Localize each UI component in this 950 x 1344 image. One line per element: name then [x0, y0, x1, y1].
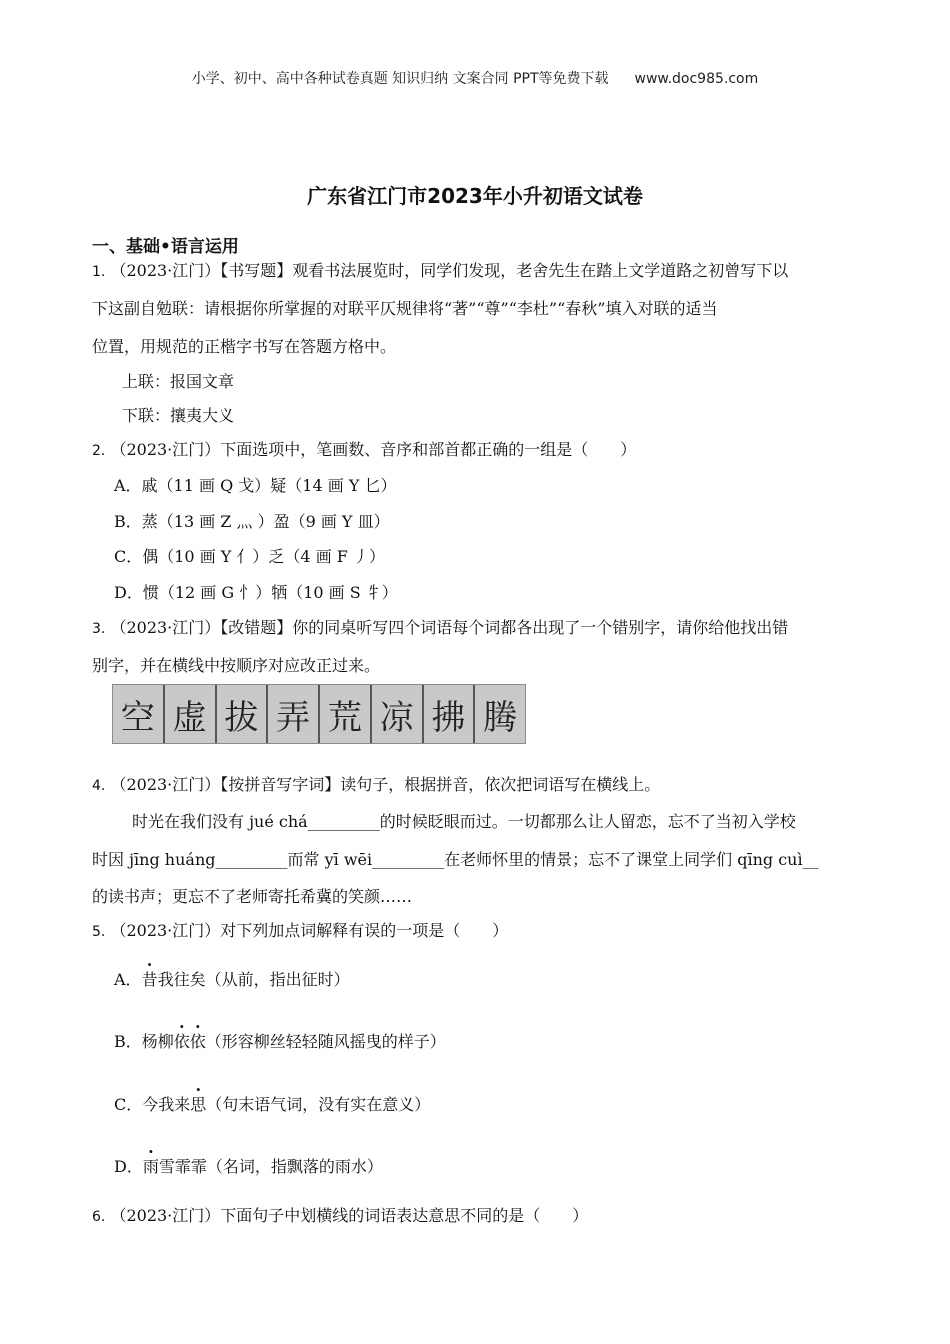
dotted-char: 依 — [173, 1032, 190, 1051]
option-label: C．今我来 — [114, 1095, 191, 1114]
q4-text-c: 时因 jīng huáng — [92, 850, 216, 869]
q1-line2: 下这副自勉联：请根据你所掌握的对联平仄规律将“著”“尊”“李杜”“春秋”填入对联的适当 — [92, 299, 718, 318]
dotted-char: 思 — [190, 1095, 207, 1114]
char-cell: 腾 — [483, 697, 518, 738]
q4-text-a: 时光在我们没有 jué chá — [132, 812, 308, 831]
option-text: （形容柳丝轻轻随风摇曳的样子） — [205, 1032, 446, 1051]
handwriting-image — [112, 684, 526, 744]
q5-option-d — [114, 1154, 383, 1177]
question-number: 3. — [92, 621, 106, 637]
char-cell: 拔 — [217, 685, 269, 743]
dotted-char: 依 — [189, 1032, 206, 1051]
q4-stem — [92, 772, 660, 795]
q3-line1 — [92, 615, 788, 638]
char-cell: 弄 — [268, 685, 320, 743]
option-label: A． — [114, 970, 142, 989]
q2-text: （2023·江门）下面选项中，笔画数、音序和部首都正确的一组是（ ） — [110, 440, 637, 459]
q2-option-a: A．戚（11 画 Q 戈）疑（14 画 Y 匕） — [114, 476, 397, 495]
q3-line2: 别字，并在横线中按顺序对应改正过来。 — [92, 656, 381, 675]
q4-line2 — [92, 847, 819, 870]
q6-text: （2023·江门）下面句子中划横线的词语表达意思不同的是（ ） — [110, 1206, 589, 1225]
question-number: 5. — [92, 924, 106, 940]
dotted-char: 昔 — [141, 970, 158, 989]
answer-blank[interactable]: _________ — [372, 850, 445, 869]
q1-line1 — [92, 258, 788, 281]
question-number: 4. — [92, 778, 106, 794]
q1-upper-couplet: 上联：报国文章 — [122, 372, 235, 391]
question-number: 6. — [92, 1209, 106, 1225]
q1-line3: 位置，用规范的正楷字书写在答题方格中。 — [92, 337, 397, 356]
option-label: D． — [114, 1157, 143, 1176]
option-label: B．杨柳 — [114, 1032, 174, 1051]
section-heading: 一、基础•语言运用 — [92, 237, 239, 257]
header-site: www.doc985.com — [634, 71, 759, 87]
q4-text-e: 在老师怀里的情景；忘不了课堂上同学们 qīng cuì — [444, 850, 803, 869]
q4-text-b: 的时候眨眼而过。一切都那么让人留恋，忘不了当初入学校 — [379, 812, 796, 831]
q5-text: （2023·江门）对下列加点词解释有误的一项是（ ） — [110, 921, 509, 940]
q3-text-1: （2023·江门）【改错题】你的同桌听写四个词语每个词都各出现了一个错别字，请你给他找出错 — [110, 618, 789, 637]
option-text: （句末语气词，没有实在意义） — [206, 1095, 431, 1114]
q5-option-a — [114, 967, 350, 990]
q4-text: （2023·江门）【按拼音写字词】读句子，根据拼音，依次把词语写在横线上。 — [110, 775, 661, 794]
q4-line1 — [132, 809, 796, 832]
q6-stem — [92, 1203, 588, 1226]
header-text: 小学、初中、高中各种试卷真题 知识归纳 文案合同 PPT等免费下载 — [191, 71, 609, 87]
char-cell: 荒 — [320, 685, 372, 743]
q2-stem — [92, 437, 636, 460]
dotted-char: 雨 — [142, 1157, 159, 1176]
answer-blank[interactable]: _________ — [307, 812, 380, 831]
question-number: 1. — [92, 264, 106, 280]
option-text: 我往矣（从前，指出征时） — [157, 970, 350, 989]
q5-option-b — [114, 1029, 446, 1052]
q2-option-d: D．惯（12 画 G 忄）牺（10 画 S 牜） — [114, 583, 398, 602]
option-text: 雪霏霏（名词，指飘落的雨水） — [158, 1157, 383, 1176]
q2-option-c: C．偶（10 画 Y 亻）乏（4 画 F 丿） — [114, 547, 385, 566]
answer-blank[interactable]: __ — [802, 850, 819, 869]
q4-text-d: 而常 yī wēi — [287, 850, 373, 869]
q2-option-b: B．蒸（13 画 Z 灬 ）盈（9 画 Y 皿） — [114, 512, 390, 531]
char-cell: 拂 — [424, 685, 476, 743]
q1-lower-couplet: 下联：攘夷大义 — [122, 406, 235, 425]
page-title: 广东省江门市2023年小升初语文试卷 — [307, 184, 643, 208]
page-header — [0, 68, 950, 88]
question-number: 2. — [92, 443, 106, 459]
q5-option-c — [114, 1092, 430, 1115]
char-cell: 凉 — [372, 685, 424, 743]
char-cell: 虚 — [165, 685, 217, 743]
answer-blank[interactable]: _________ — [215, 850, 288, 869]
q1-text-1: （2023·江门）【书写题】观看书法展览时，同学们发现，老舍先生在踏上文学道路之初曾写下以 — [110, 261, 789, 280]
char-cell: 空 — [113, 685, 165, 743]
q5-stem — [92, 918, 508, 941]
q4-line3: 的读书声；更忘不了老师寄托希冀的笑颜…… — [92, 887, 413, 906]
